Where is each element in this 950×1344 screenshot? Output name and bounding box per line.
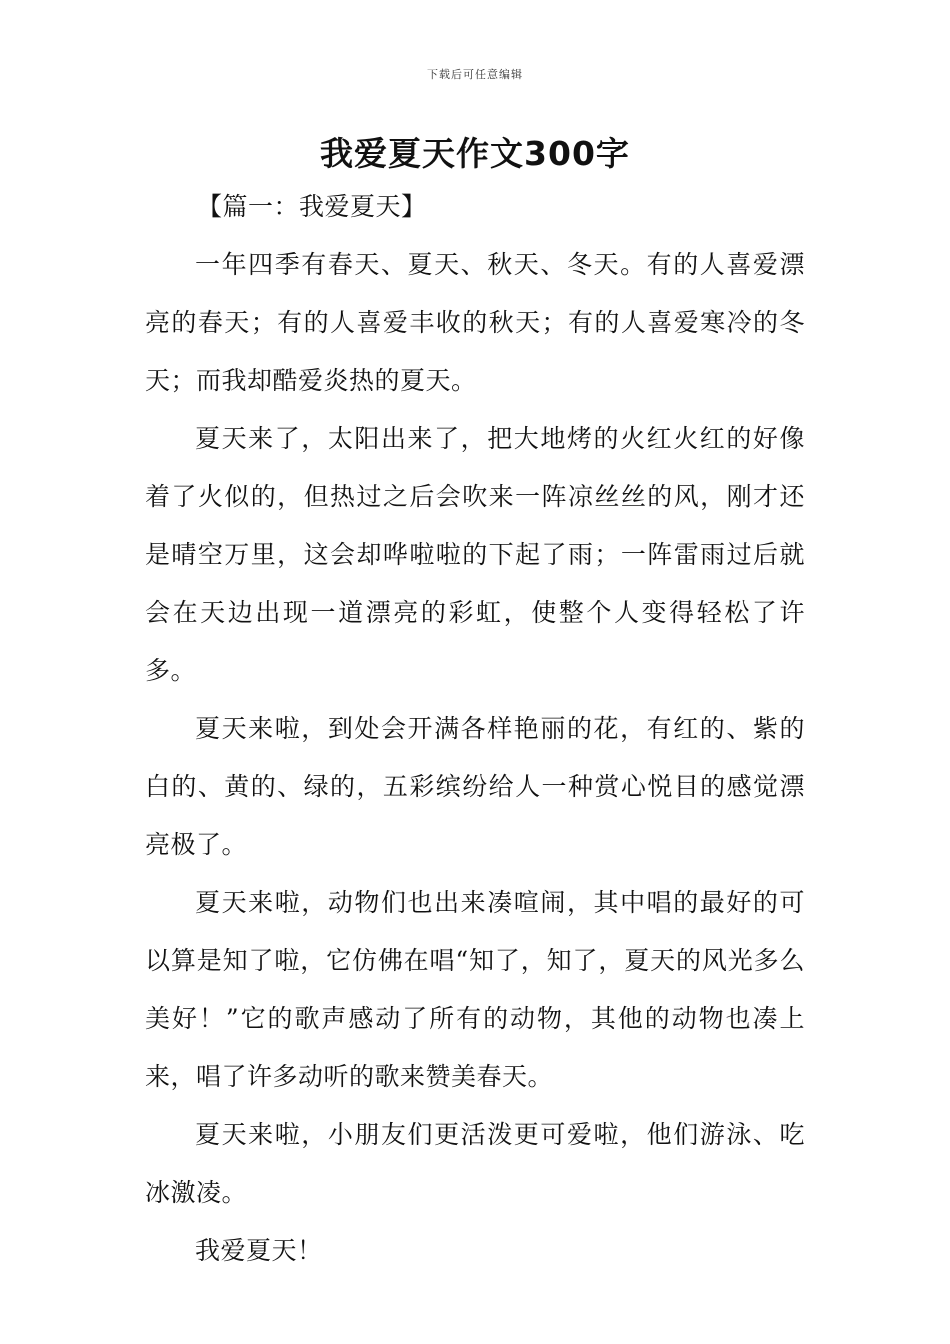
paragraph-6: 我爱夏天！ [195,1236,323,1265]
paragraph-3: 夏天来啦，到处会开满各样艳丽的花，有红的、紫的白的、黄的、绿的，五彩缤纷给人一种赏心悦目的感觉漂亮极了。 [145,714,805,859]
paragraph-5: 夏天来啦，小朋友们更活泼更可爱啦，他们游泳、吃冰激凌。 [145,1120,805,1207]
header-note: 下载后可任意编辑 [427,68,523,81]
section-heading: 【篇一：我爱夏天】 [197,192,427,221]
paragraph-2: 夏天来了，太阳出来了，把大地烤的火红火红的好像着了火似的，但热过之后会吹来一阵凉丝丝的风，刚才还是晴空万里，这会却哗啦啦的下起了雨；一阵雷雨过后就会在天边出现一道漂亮的彩虹，使整个人变得轻松了许多。 [145,424,805,685]
paragraph-1: 一年四季有春天、夏天、秋天、冬天。有的人喜爱漂亮的春天；有的人喜爱丰收的秋天；有的人喜爱寒冷的冬天；而我却酷爱炎热的夏天。 [145,250,805,395]
paragraph-4: 夏天来啦，动物们也出来凑喧闹，其中唱的最好的可以算是知了啦，它仿佛在唱“知了，知了，夏天的风光多么美好！”它的歌声感动了所有的动物，其他的动物也凑上来，唱了许多动听的歌来赞美春天。 [145,888,805,1091]
document-body [145,178,805,1280]
document-title: 我爱夏天作文300字 [320,134,630,173]
